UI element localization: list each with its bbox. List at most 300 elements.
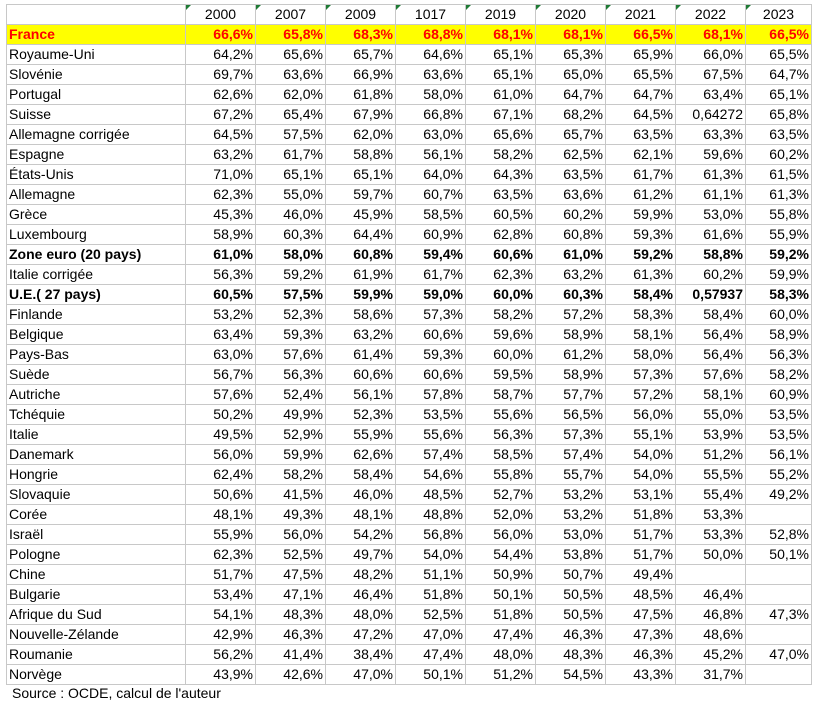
value-cell[interactable]: 47,3% [746, 605, 812, 625]
value-cell[interactable]: 51,1% [396, 565, 466, 585]
country-label-cell[interactable]: Tchéquie [7, 405, 186, 425]
value-cell[interactable]: 51,2% [466, 665, 536, 685]
value-cell[interactable]: 62,1% [606, 145, 676, 165]
value-cell[interactable]: 61,2% [536, 345, 606, 365]
value-cell[interactable]: 46,8% [676, 605, 746, 625]
value-cell[interactable]: 48,3% [536, 645, 606, 665]
value-cell[interactable]: 53,0% [536, 525, 606, 545]
country-label-cell[interactable]: Portugal [7, 85, 186, 105]
value-cell[interactable]: 62,3% [466, 265, 536, 285]
value-cell[interactable]: 66,9% [326, 65, 396, 85]
value-cell[interactable]: 64,5% [186, 125, 256, 145]
value-cell[interactable]: 48,1% [186, 505, 256, 525]
value-cell[interactable]: 63,5% [606, 125, 676, 145]
value-cell[interactable] [676, 565, 746, 585]
value-cell[interactable]: 60,5% [186, 285, 256, 305]
value-cell[interactable]: 55,9% [186, 525, 256, 545]
value-cell[interactable]: 41,5% [256, 485, 326, 505]
value-cell[interactable]: 54,0% [606, 445, 676, 465]
value-cell[interactable]: 58,2% [746, 365, 812, 385]
value-cell[interactable]: 57,5% [256, 285, 326, 305]
value-cell[interactable]: 60,9% [396, 225, 466, 245]
value-cell[interactable]: 63,4% [186, 325, 256, 345]
value-cell[interactable]: 54,5% [536, 665, 606, 685]
value-cell[interactable]: 67,9% [326, 105, 396, 125]
value-cell[interactable]: 55,9% [326, 425, 396, 445]
value-cell[interactable]: 56,3% [466, 425, 536, 445]
value-cell[interactable]: 46,0% [256, 205, 326, 225]
value-cell[interactable]: 58,3% [746, 285, 812, 305]
value-cell[interactable]: 60,0% [746, 305, 812, 325]
value-cell[interactable]: 61,3% [676, 165, 746, 185]
value-cell[interactable]: 53,0% [676, 205, 746, 225]
value-cell[interactable]: 63,2% [186, 145, 256, 165]
value-cell[interactable]: 61,9% [326, 265, 396, 285]
value-cell[interactable]: 65,5% [606, 65, 676, 85]
value-cell[interactable]: 49,4% [606, 565, 676, 585]
value-cell[interactable] [746, 665, 812, 685]
value-cell[interactable]: 65,7% [326, 45, 396, 65]
country-label-cell[interactable]: Israël [7, 525, 186, 545]
value-cell[interactable]: 60,6% [326, 365, 396, 385]
country-label-cell[interactable]: Belgique [7, 325, 186, 345]
value-cell[interactable]: 59,5% [466, 365, 536, 385]
value-cell[interactable]: 55,1% [606, 425, 676, 445]
value-cell[interactable]: 59,2% [606, 245, 676, 265]
value-cell[interactable]: 65,8% [256, 25, 326, 45]
value-cell[interactable]: 58,9% [746, 325, 812, 345]
value-cell[interactable]: 68,2% [536, 105, 606, 125]
value-cell[interactable]: 58,8% [676, 245, 746, 265]
value-cell[interactable]: 64,5% [606, 105, 676, 125]
country-label-cell[interactable]: Bulgarie [7, 585, 186, 605]
value-cell[interactable]: 52,7% [466, 485, 536, 505]
value-cell[interactable]: 57,7% [536, 385, 606, 405]
value-cell[interactable]: 59,2% [746, 245, 812, 265]
value-cell[interactable]: 55,4% [676, 485, 746, 505]
value-cell[interactable]: 65,5% [746, 45, 812, 65]
value-cell[interactable]: 68,1% [536, 25, 606, 45]
value-cell[interactable]: 46,3% [256, 625, 326, 645]
value-cell[interactable]: 54,0% [606, 465, 676, 485]
country-label-cell[interactable]: Grèce [7, 205, 186, 225]
value-cell[interactable]: 63,5% [746, 125, 812, 145]
value-cell[interactable]: 53,5% [396, 405, 466, 425]
value-cell[interactable]: 49,3% [256, 505, 326, 525]
value-cell[interactable]: 59,9% [326, 285, 396, 305]
value-cell[interactable]: 59,0% [396, 285, 466, 305]
value-cell[interactable]: 0,64272 [676, 105, 746, 125]
value-cell[interactable]: 61,2% [606, 185, 676, 205]
value-cell[interactable]: 41,4% [256, 645, 326, 665]
value-cell[interactable]: 58,2% [466, 305, 536, 325]
value-cell[interactable]: 62,0% [326, 125, 396, 145]
value-cell[interactable]: 50,7% [536, 565, 606, 585]
value-cell[interactable]: 58,0% [606, 345, 676, 365]
value-cell[interactable]: 53,3% [676, 525, 746, 545]
value-cell[interactable]: 64,0% [396, 165, 466, 185]
value-cell[interactable]: 59,7% [326, 185, 396, 205]
value-cell[interactable]: 47,5% [256, 565, 326, 585]
year-header-cell[interactable]: 2007 [256, 5, 326, 25]
country-label-cell[interactable]: Afrique du Sud [7, 605, 186, 625]
value-cell[interactable]: 60,8% [536, 225, 606, 245]
year-header-cell[interactable]: 1017 [396, 5, 466, 25]
value-cell[interactable]: 57,6% [256, 345, 326, 365]
value-cell[interactable]: 51,7% [186, 565, 256, 585]
year-header-cell[interactable]: 2023 [746, 5, 812, 25]
value-cell[interactable]: 57,4% [396, 445, 466, 465]
value-cell[interactable]: 50,0% [676, 545, 746, 565]
value-cell[interactable]: 59,9% [746, 265, 812, 285]
value-cell[interactable]: 58,9% [536, 325, 606, 345]
value-cell[interactable]: 61,0% [466, 85, 536, 105]
value-cell[interactable]: 53,2% [186, 305, 256, 325]
value-cell[interactable]: 55,0% [256, 185, 326, 205]
country-label-cell[interactable]: France [7, 25, 186, 45]
value-cell[interactable]: 56,2% [186, 645, 256, 665]
value-cell[interactable]: 60,6% [396, 365, 466, 385]
value-cell[interactable]: 59,3% [606, 225, 676, 245]
country-label-cell[interactable]: Allemagne [7, 185, 186, 205]
value-cell[interactable]: 55,2% [746, 465, 812, 485]
value-cell[interactable]: 54,4% [466, 545, 536, 565]
value-cell[interactable]: 66,0% [676, 45, 746, 65]
value-cell[interactable]: 50,5% [536, 585, 606, 605]
value-cell[interactable]: 49,7% [326, 545, 396, 565]
value-cell[interactable]: 50,1% [466, 585, 536, 605]
value-cell[interactable]: 47,0% [746, 645, 812, 665]
value-cell[interactable]: 52,5% [256, 545, 326, 565]
value-cell[interactable]: 55,0% [676, 405, 746, 425]
value-cell[interactable]: 42,9% [186, 625, 256, 645]
value-cell[interactable]: 67,5% [676, 65, 746, 85]
value-cell[interactable]: 45,3% [186, 205, 256, 225]
value-cell[interactable]: 47,5% [606, 605, 676, 625]
value-cell[interactable]: 60,2% [746, 145, 812, 165]
value-cell[interactable]: 48,1% [326, 505, 396, 525]
value-cell[interactable]: 62,6% [326, 445, 396, 465]
value-cell[interactable]: 53,4% [186, 585, 256, 605]
value-cell[interactable]: 59,3% [256, 325, 326, 345]
value-cell[interactable]: 62,0% [256, 85, 326, 105]
value-cell[interactable]: 61,1% [676, 185, 746, 205]
value-cell[interactable]: 59,4% [396, 245, 466, 265]
country-label-cell[interactable]: Italie corrigée [7, 265, 186, 285]
value-cell[interactable]: 48,6% [676, 625, 746, 645]
value-cell[interactable]: 0,57937 [676, 285, 746, 305]
value-cell[interactable]: 50,6% [186, 485, 256, 505]
value-cell[interactable]: 58,8% [326, 145, 396, 165]
value-cell[interactable]: 45,9% [326, 205, 396, 225]
value-cell[interactable]: 58,4% [606, 285, 676, 305]
value-cell[interactable]: 58,0% [256, 245, 326, 265]
value-cell[interactable]: 57,3% [536, 425, 606, 445]
value-cell[interactable]: 63,2% [536, 265, 606, 285]
value-cell[interactable]: 56,1% [396, 145, 466, 165]
value-cell[interactable]: 60,0% [466, 285, 536, 305]
value-cell[interactable]: 65,7% [536, 125, 606, 145]
value-cell[interactable]: 55,7% [536, 465, 606, 485]
value-cell[interactable]: 52,0% [466, 505, 536, 525]
value-cell[interactable]: 64,7% [606, 85, 676, 105]
value-cell[interactable]: 56,7% [186, 365, 256, 385]
value-cell[interactable]: 57,5% [256, 125, 326, 145]
value-cell[interactable]: 58,6% [326, 305, 396, 325]
country-label-cell[interactable]: Roumanie [7, 645, 186, 665]
value-cell[interactable]: 52,5% [396, 605, 466, 625]
value-cell[interactable]: 58,7% [466, 385, 536, 405]
value-cell[interactable]: 55,8% [466, 465, 536, 485]
country-label-cell[interactable]: Suisse [7, 105, 186, 125]
value-cell[interactable]: 58,2% [466, 145, 536, 165]
value-cell[interactable]: 49,2% [746, 485, 812, 505]
value-cell[interactable]: 65,9% [606, 45, 676, 65]
value-cell[interactable]: 58,9% [536, 365, 606, 385]
value-cell[interactable]: 63,5% [536, 165, 606, 185]
value-cell[interactable]: 47,3% [606, 625, 676, 645]
value-cell[interactable]: 59,3% [396, 345, 466, 365]
value-cell[interactable]: 56,0% [256, 525, 326, 545]
value-cell[interactable]: 57,2% [536, 305, 606, 325]
value-cell[interactable]: 46,3% [536, 625, 606, 645]
value-cell[interactable]: 49,9% [256, 405, 326, 425]
year-header-cell[interactable]: 2020 [536, 5, 606, 25]
value-cell[interactable]: 62,5% [536, 145, 606, 165]
value-cell[interactable]: 46,0% [326, 485, 396, 505]
value-cell[interactable]: 45,2% [676, 645, 746, 665]
value-cell[interactable]: 65,6% [466, 125, 536, 145]
value-cell[interactable]: 64,7% [536, 85, 606, 105]
value-cell[interactable]: 46,4% [326, 585, 396, 605]
value-cell[interactable]: 60,6% [466, 245, 536, 265]
year-header-cell[interactable]: 2019 [466, 5, 536, 25]
value-cell[interactable]: 65,3% [536, 45, 606, 65]
value-cell[interactable]: 66,8% [396, 105, 466, 125]
value-cell[interactable]: 52,8% [746, 525, 812, 545]
value-cell[interactable]: 65,1% [466, 65, 536, 85]
value-cell[interactable]: 54,0% [396, 545, 466, 565]
value-cell[interactable]: 60,0% [466, 345, 536, 365]
value-cell[interactable]: 58,2% [256, 465, 326, 485]
value-cell[interactable]: 62,8% [466, 225, 536, 245]
country-label-cell[interactable]: Norvège [7, 665, 186, 685]
value-cell[interactable]: 47,1% [256, 585, 326, 605]
value-cell[interactable]: 63,0% [186, 345, 256, 365]
value-cell[interactable]: 51,8% [606, 505, 676, 525]
value-cell[interactable]: 60,3% [536, 285, 606, 305]
country-label-cell[interactable]: U.E.( 27 pays) [7, 285, 186, 305]
country-label-cell[interactable]: Finlande [7, 305, 186, 325]
country-label-cell[interactable]: Allemagne corrigée [7, 125, 186, 145]
value-cell[interactable]: 55,6% [466, 405, 536, 425]
value-cell[interactable]: 57,4% [536, 445, 606, 465]
value-cell[interactable]: 68,1% [466, 25, 536, 45]
country-label-cell[interactable]: Nouvelle-Zélande [7, 625, 186, 645]
value-cell[interactable]: 58,0% [396, 85, 466, 105]
value-cell[interactable]: 52,9% [256, 425, 326, 445]
value-cell[interactable]: 58,4% [326, 465, 396, 485]
country-label-cell[interactable]: Suède [7, 365, 186, 385]
value-cell[interactable]: 50,2% [186, 405, 256, 425]
country-label-cell[interactable]: Danemark [7, 445, 186, 465]
country-label-cell[interactable]: Hongrie [7, 465, 186, 485]
value-cell[interactable]: 51,8% [466, 605, 536, 625]
value-cell[interactable]: 59,9% [606, 205, 676, 225]
value-cell[interactable]: 57,2% [606, 385, 676, 405]
value-cell[interactable]: 55,9% [746, 225, 812, 245]
value-cell[interactable]: 62,3% [186, 545, 256, 565]
value-cell[interactable]: 57,3% [396, 305, 466, 325]
value-cell[interactable]: 48,0% [466, 645, 536, 665]
value-cell[interactable]: 62,6% [186, 85, 256, 105]
value-cell[interactable]: 56,5% [536, 405, 606, 425]
value-cell[interactable]: 62,4% [186, 465, 256, 485]
value-cell[interactable]: 64,6% [396, 45, 466, 65]
value-cell[interactable]: 58,4% [676, 305, 746, 325]
value-cell[interactable]: 63,5% [466, 185, 536, 205]
value-cell[interactable]: 61,7% [256, 145, 326, 165]
value-cell[interactable]: 54,1% [186, 605, 256, 625]
value-cell[interactable]: 52,3% [256, 305, 326, 325]
country-label-cell[interactable]: États-Unis [7, 165, 186, 185]
value-cell[interactable]: 53,8% [536, 545, 606, 565]
value-cell[interactable]: 61,6% [676, 225, 746, 245]
value-cell[interactable]: 51,7% [606, 545, 676, 565]
value-cell[interactable]: 60,8% [326, 245, 396, 265]
value-cell[interactable]: 60,7% [396, 185, 466, 205]
value-cell[interactable]: 61,0% [536, 245, 606, 265]
year-header-cell[interactable]: 2021 [606, 5, 676, 25]
value-cell[interactable]: 57,3% [606, 365, 676, 385]
value-cell[interactable]: 50,5% [536, 605, 606, 625]
value-cell[interactable]: 66,5% [606, 25, 676, 45]
country-label-cell[interactable]: Chine [7, 565, 186, 585]
value-cell[interactable]: 49,5% [186, 425, 256, 445]
value-cell[interactable]: 65,6% [256, 45, 326, 65]
value-cell[interactable]: 68,8% [396, 25, 466, 45]
value-cell[interactable]: 46,3% [606, 645, 676, 665]
value-cell[interactable]: 53,5% [746, 425, 812, 445]
value-cell[interactable]: 48,8% [396, 505, 466, 525]
value-cell[interactable]: 65,1% [326, 165, 396, 185]
value-cell[interactable]: 63,0% [396, 125, 466, 145]
value-cell[interactable]: 56,0% [466, 525, 536, 545]
value-cell[interactable]: 61,3% [746, 185, 812, 205]
value-cell[interactable]: 59,6% [466, 325, 536, 345]
country-label-cell[interactable]: Slovaquie [7, 485, 186, 505]
value-cell[interactable]: 56,3% [256, 365, 326, 385]
value-cell[interactable]: 51,8% [396, 585, 466, 605]
value-cell[interactable]: 63,4% [676, 85, 746, 105]
value-cell[interactable]: 46,4% [676, 585, 746, 605]
value-cell[interactable]: 38,4% [326, 645, 396, 665]
value-cell[interactable]: 61,5% [746, 165, 812, 185]
value-cell[interactable]: 57,8% [396, 385, 466, 405]
value-cell[interactable]: 56,1% [746, 445, 812, 465]
country-label-cell[interactable]: Italie [7, 425, 186, 445]
value-cell[interactable]: 53,2% [536, 485, 606, 505]
value-cell[interactable]: 59,2% [256, 265, 326, 285]
year-header-cell[interactable]: 2022 [676, 5, 746, 25]
value-cell[interactable]: 54,2% [326, 525, 396, 545]
value-cell[interactable]: 60,5% [466, 205, 536, 225]
value-cell[interactable]: 64,7% [746, 65, 812, 85]
value-cell[interactable]: 58,5% [466, 445, 536, 465]
country-label-cell[interactable]: Zone euro (20 pays) [7, 245, 186, 265]
value-cell[interactable]: 47,2% [326, 625, 396, 645]
value-cell[interactable]: 53,5% [746, 405, 812, 425]
value-cell[interactable]: 60,2% [536, 205, 606, 225]
value-cell[interactable]: 48,2% [326, 565, 396, 585]
value-cell[interactable]: 54,6% [396, 465, 466, 485]
value-cell[interactable]: 48,3% [256, 605, 326, 625]
value-cell[interactable]: 56,3% [746, 345, 812, 365]
value-cell[interactable]: 66,5% [746, 25, 812, 45]
value-cell[interactable]: 53,1% [606, 485, 676, 505]
value-cell[interactable]: 52,4% [256, 385, 326, 405]
value-cell[interactable]: 63,6% [256, 65, 326, 85]
value-cell[interactable]: 71,0% [186, 165, 256, 185]
value-cell[interactable]: 58,9% [186, 225, 256, 245]
value-cell[interactable]: 62,3% [186, 185, 256, 205]
value-cell[interactable]: 58,5% [396, 205, 466, 225]
value-cell[interactable]: 43,3% [606, 665, 676, 685]
value-cell[interactable] [746, 625, 812, 645]
value-cell[interactable] [746, 585, 812, 605]
country-label-cell[interactable]: Luxembourg [7, 225, 186, 245]
value-cell[interactable]: 59,9% [256, 445, 326, 465]
value-cell[interactable]: 61,8% [326, 85, 396, 105]
country-label-cell[interactable]: Slovénie [7, 65, 186, 85]
value-cell[interactable]: 58,3% [606, 305, 676, 325]
country-label-cell[interactable]: Pologne [7, 545, 186, 565]
value-cell[interactable]: 63,2% [326, 325, 396, 345]
value-cell[interactable]: 47,4% [396, 645, 466, 665]
value-cell[interactable]: 48,5% [606, 585, 676, 605]
value-cell[interactable]: 61,4% [326, 345, 396, 365]
value-cell[interactable]: 61,0% [186, 245, 256, 265]
value-cell[interactable]: 67,2% [186, 105, 256, 125]
country-label-cell[interactable]: Autriche [7, 385, 186, 405]
value-cell[interactable]: 65,8% [746, 105, 812, 125]
value-cell[interactable]: 42,6% [256, 665, 326, 685]
value-cell[interactable]: 60,2% [676, 265, 746, 285]
value-cell[interactable]: 50,9% [466, 565, 536, 585]
value-cell[interactable]: 65,1% [746, 85, 812, 105]
value-cell[interactable] [746, 565, 812, 585]
value-cell[interactable]: 58,1% [606, 325, 676, 345]
value-cell[interactable]: 47,0% [396, 625, 466, 645]
value-cell[interactable]: 51,2% [676, 445, 746, 465]
year-header-cell[interactable]: 2009 [326, 5, 396, 25]
value-cell[interactable]: 60,6% [396, 325, 466, 345]
value-cell[interactable]: 64,4% [326, 225, 396, 245]
value-cell[interactable]: 31,7% [676, 665, 746, 685]
value-cell[interactable]: 55,6% [396, 425, 466, 445]
value-cell[interactable]: 55,8% [746, 205, 812, 225]
value-cell[interactable]: 64,3% [466, 165, 536, 185]
value-cell[interactable]: 60,9% [746, 385, 812, 405]
value-cell[interactable]: 53,9% [676, 425, 746, 445]
value-cell[interactable]: 55,5% [676, 465, 746, 485]
value-cell[interactable]: 63,6% [536, 185, 606, 205]
value-cell[interactable]: 68,3% [326, 25, 396, 45]
value-cell[interactable]: 61,7% [396, 265, 466, 285]
value-cell[interactable]: 61,7% [606, 165, 676, 185]
value-cell[interactable]: 56,1% [326, 385, 396, 405]
value-cell[interactable]: 47,0% [326, 665, 396, 685]
